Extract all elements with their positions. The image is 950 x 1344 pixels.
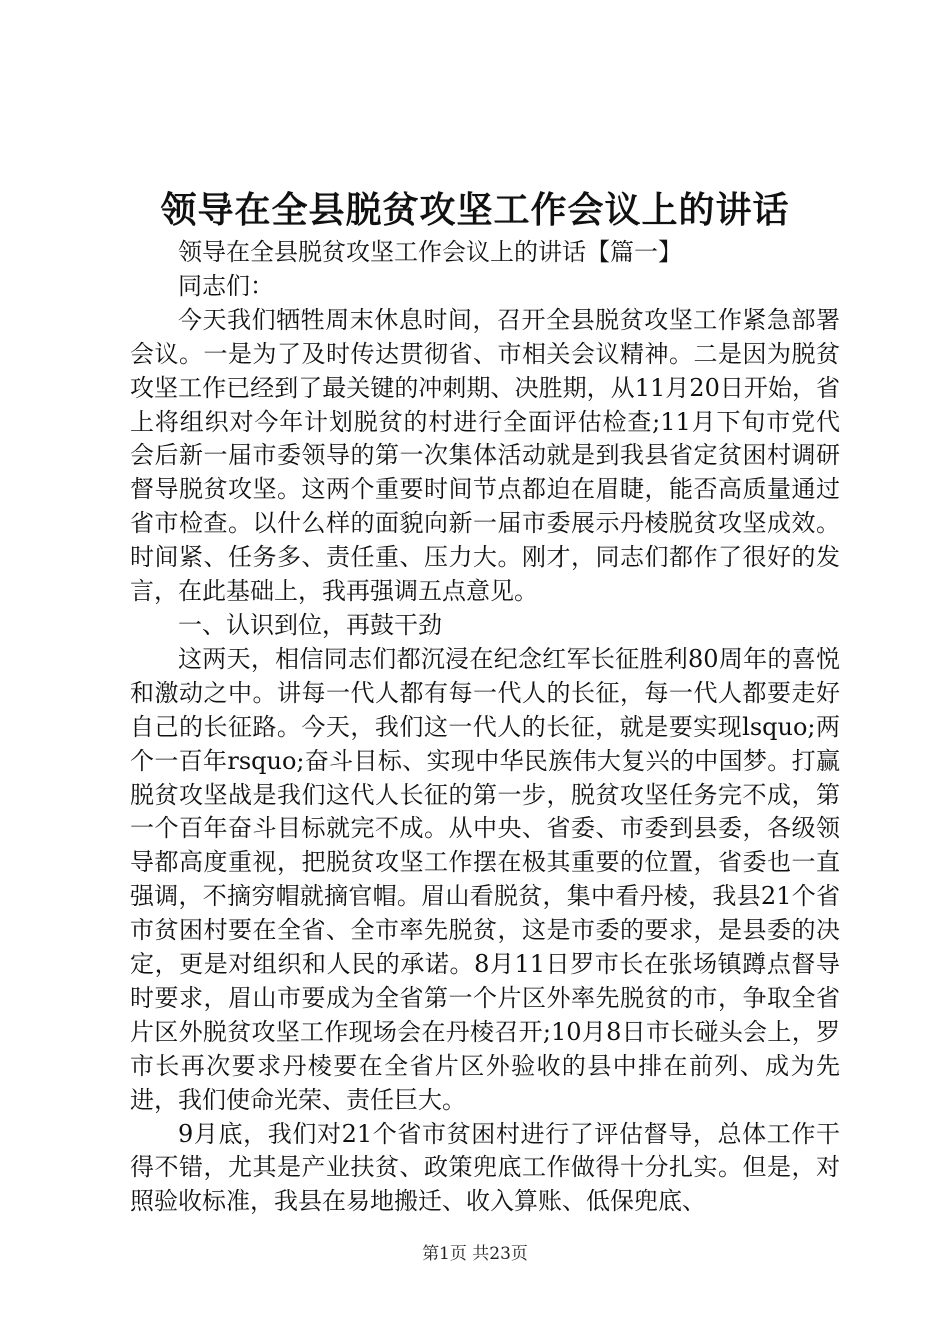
- body-paragraph: 这两天，相信同志们都沉浸在纪念红军长征胜利80周年的喜悦和激动之中。讲每一代人都有每一代人的长征，每一代人都要走好自己的长征路。今天，我们这一代人的长征，就是要实现lsquo;两个一百年rsquo;奋斗目标、实现中华民族伟大复兴的中国梦。打赢脱贫攻坚战是我们这代人长征的第一步，脱贫攻坚任务完不成，第一个百年奋斗目标就完不成。从中央、省委、市委到县委，各级领导都高度重视，把脱贫攻坚工作摆在极其重要的位置，省委也一直强调，不摘穷帽就摘官帽。眉山看脱贫，集中看丹棱，我县21个省市贫困村要在全省、全市率先脱贫，这是市委的要求，是县委的决定，更是对组织和人民的承诺。8月11日罗市长在张场镇蹲点督导时要求，眉山市要成为全省第一个片区外率先脱贫的市，争取全省片区外脱贫攻坚工作现场会在丹棱召开;10月8日市长碰头会上，罗市长再次要求丹棱要在全省片区外验收的县中排在前列、成为先进，我们使命光荣、责任巨大。: [130, 644, 840, 1114]
- salutation: 同志们：: [178, 271, 274, 300]
- body-paragraph: 9月底，我们对21个省市贫困村进行了评估督导，总体工作干得不错，尤其是产业扶贫、政策兜底工作做得十分扎实。但是，对照验收标准，我县在易地搬迁、收入算账、低保兜底、: [130, 1119, 840, 1216]
- document-title: 领导在全县脱贫攻坚工作会议上的讲话: [160, 189, 790, 231]
- body-paragraph: 今天我们牺牲周末休息时间，召开全县脱贫攻坚工作紧急部署会议。一是为了及时传达贯彻省、市相关会议精神。二是因为脱贫攻坚工作已经到了最关键的冲刺期、决胜期，从11月20日开始，省上将组织对今年计划脱贫的村进行全面评估检查;11月下旬市党代会后新一届市委领导的第一次集体活动就是到我县省定贫困村调研督导脱贫攻坚。这两个重要时间节点都迫在眉睫，能否高质量通过省市检查。以什么样的面貌向新一届市委展示丹棱脱贫攻坚成效。时间紧、任务多、责任重、压力大。刚才，同志们都作了很好的发言，在此基础上，我再强调五点意见。: [130, 305, 840, 606]
- document-body: [130, 236, 840, 1219]
- section-heading: 领导在全县脱贫攻坚工作会议上的讲话【篇一】: [178, 238, 682, 266]
- subsection-heading: 一、认识到位，再鼓干劲: [178, 610, 442, 639]
- page-number: 第1页 共23页: [422, 1244, 528, 1264]
